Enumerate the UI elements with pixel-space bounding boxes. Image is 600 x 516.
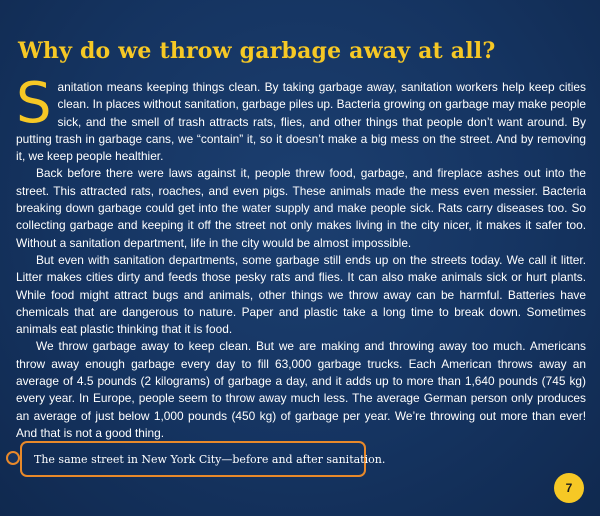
- page-number: 7: [565, 481, 573, 495]
- page-number-badge: [554, 473, 584, 503]
- drop-cap: S: [16, 71, 52, 136]
- article-body: [16, 71, 586, 442]
- paragraph-4: We throw garbage away to keep clean. But we are making and throwing away too much. Americans throw away enough garbage every day to fill 63,000 garbage trucks. Each American throws away an average of 4.5 pounds (2 kilograms) of garbage a day, and it adds up to more than 1,640 pounds (745 kg) every year. In Europe, people seem to throw away much less. The average German person only produces an average of just below 1,000 pounds (450 kg) of garbage per year. We’re throwing out more than ever! And that is not a good thing.: [16, 339, 586, 440]
- paragraph-2: Back before there were laws against it, people threw food, garbage, and fireplace ashes out into the street. This attracted rats, roaches, and even pigs. These animals made the mess even messier. Bacteria breaking down garbage could get into the water supply and make people sick. Rats carry diseases too. So collecting garbage and keeping it off the street not only makes living in the city nicer, it makes it safer too. Without a sanitation department, life in the city would be almost impossible.: [16, 166, 586, 250]
- page-title: Why do we throw garbage away at all?: [18, 38, 496, 64]
- photo-caption: [20, 441, 386, 477]
- paragraph-1-text: anitation means keeping things clean. By taking garbage away, sanitation workers help keep cities clean. In places without sanitation, garbage piles up. Bacteria growing on garbage may make people sick, and the smell of trash attracts rats, flies, and other things that people don’t want around. By putting trash in garbage cans, we “contain” it, so it doesn’t make a big mess on the street. And by removing it, we keep people healthier.: [16, 80, 586, 164]
- caption-text: The same street in New York City—before and after sanitation.: [34, 452, 386, 466]
- paragraph-3: But even with sanitation departments, some garbage still ends up on the streets today. We call it litter. Litter makes cities dirty and feeds those pesky rats and flies. It can also make animals sick or hurt plants. While food might attract bugs and animals, other things we throw away can be harmful. Batteries have chemicals that are dangerous to nature. Paper and plastic take a long time to break down. Sometimes animals eat plastic thinking that it is food.: [16, 252, 586, 337]
- paragraph-1: [16, 71, 586, 165]
- caption-pointer-icon: [6, 451, 20, 465]
